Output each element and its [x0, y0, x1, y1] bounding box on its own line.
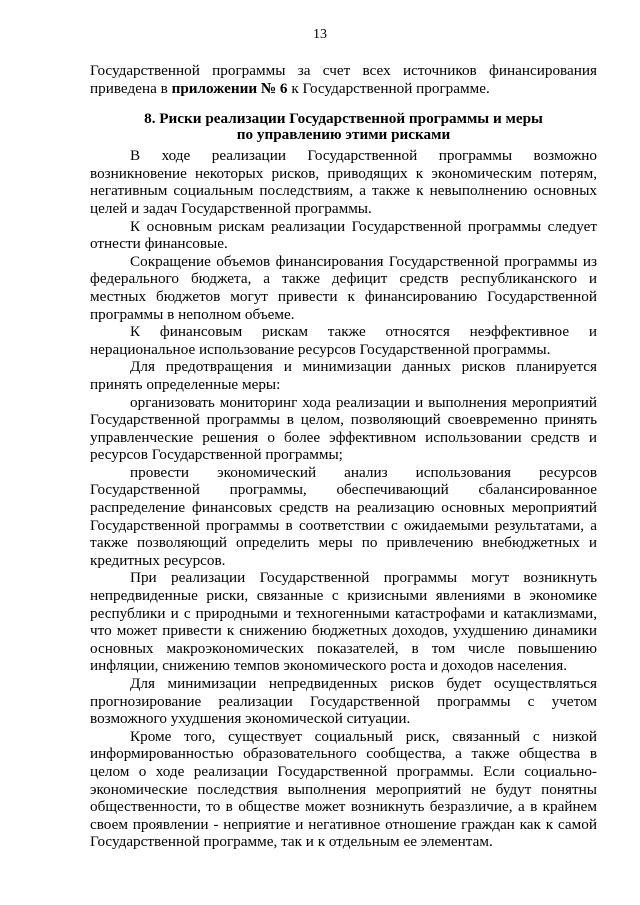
paragraph-economic-analysis: провести экономический анализ использования ресурсов Государственной программы, обеспечивающий сбалансированное распределение финансовых средств на реализацию основных мероприятий Государственной программы в соответствии с ожидаемыми результатами, а также позволяющий определить меры по привлечению внебюджетных и кредитных ресурсов.: [90, 463, 597, 569]
paragraph-prevention-measures: Для предотвращения и минимизации данных рисков планируется принять определенные меры:: [90, 358, 597, 393]
intro-paragraph: [90, 62, 597, 97]
paragraph-unforeseen-risks: При реализации Государственной программы могут возникнуть непредвиденные риски, связанные с кризисными явлениями в экономике республики и с природными и техногенными катастрофами и катаклизмами, что может привести к снижению бюджетных доходов, ухудшению динамики основных макроэкономических показателей, в том числе повышению инфляции, снижению темпов экономического роста и доходов населения.: [90, 569, 597, 675]
paragraph-funding-reduction: Сокращение объемов финансирования Государственной программы из федерального бюджета, а также дефицит средств республиканского и местных бюджетов могут привести к финансированию Государственной программы в неполном объеме.: [90, 252, 597, 323]
paragraph-monitoring: организовать мониторинг хода реализации и выполнения мероприятий Государственной программы в целом, позволяющий своевременно принять управленческие решения о более эффективном использовании средств и ресурсов Государственной программы;: [90, 393, 597, 464]
paragraph-risks-overview: В ходе реализации Государственной программы возможно возникновение некоторых рисков, приводящих к экономическим потерям, негативным социальным последствиям, а также к невыполнению основных целей и задач Государственной программы.: [90, 147, 597, 217]
section-title-line-1: 8. Риски реализации Государственной программы и меры: [144, 110, 543, 128]
paragraph-forecasting: Для минимизации непредвиденных рисков будет осуществляться прогнозирование реализации Государственной программы с учетом возможного ухудшения экономической ситуации.: [90, 675, 597, 728]
section-heading: [90, 111, 597, 142]
page-number: 13: [313, 27, 327, 42]
appendix-reference: приложении № 6: [171, 79, 288, 97]
document-body: [90, 62, 597, 851]
intro-text-after: к Государственной программе.: [287, 79, 490, 97]
paragraph-main-risks: К основным рискам реализации Государственной программы следует отнести финансовые.: [90, 217, 597, 253]
intro-text-before: Государственной программы за счет всех источников финансирования приведена в: [90, 62, 597, 97]
paragraph-financial-risks: К финансовым рискам также относятся неэффективное и нерациональное использование ресурсов Государственной программы.: [90, 323, 597, 358]
paragraph-social-risk: Кроме того, существует социальный риск, связанный с низкой информированностью образовательного сообщества, а также общества в целом о ходе реализации Государственной программы. Если социально-экономические последствия выполнения мероприятий не будут понятны общественности, то в обществе может возникнуть безразличие, а в крайнем своем проявлении - неприятие и негативное отношение граждан как к самой Государственной программе, так и к отдельным ее элементам.: [90, 727, 597, 851]
section-title-line-2: по управлению этими рисками: [236, 125, 451, 143]
